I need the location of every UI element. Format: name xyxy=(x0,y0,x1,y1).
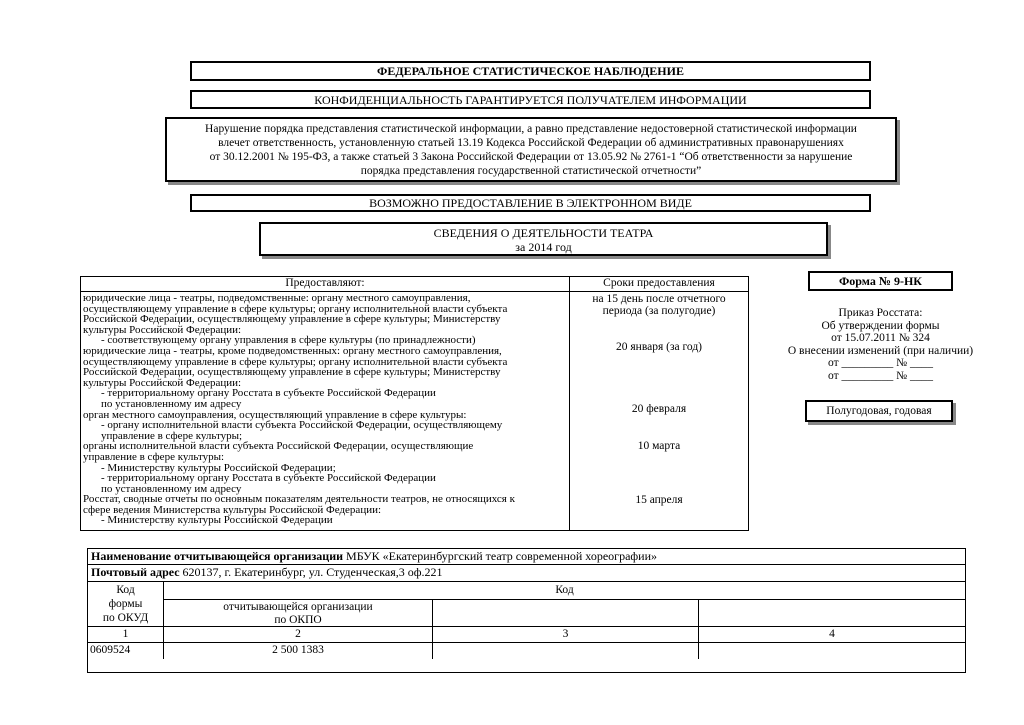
col-number-4: 4 xyxy=(699,627,965,643)
provider-line: - органу исполнительной власти субъекта Российской Федерации, осуществляющему xyxy=(101,419,503,432)
provider-line: - соответствующему органу управления в сфере культуры (по принадлежности) xyxy=(101,334,476,347)
warning-line: влечет ответственность, установленную статьей 13.19 Кодекса Российской Федерации об административных правонарушениях xyxy=(218,137,844,149)
term-line: периода (за полугодие) xyxy=(602,305,716,317)
provider-line: орган местного самоуправления, осуществляющий управление в сфере культуры: xyxy=(83,408,467,421)
okpo-header-line: отчитывающейся организации xyxy=(223,601,373,613)
terms-header: Сроки предоставления xyxy=(570,277,748,292)
order-line: Об утверждении формы xyxy=(821,319,940,332)
okud-header-line: Код xyxy=(116,584,135,596)
term-half-year xyxy=(570,293,748,317)
col4-header xyxy=(699,600,965,627)
warning-line: Нарушение порядка представления статистической информации, а равно представление недостоверной статистической информации xyxy=(205,123,857,135)
provider-line: Российской Федерации, осуществляющему управление в сфере культуры; Министерству xyxy=(83,313,501,326)
providers-list xyxy=(81,292,569,526)
terms-column xyxy=(570,277,748,530)
report-periodicity: Полугодовая, годовая xyxy=(805,400,953,422)
term-feb: 20 февраля xyxy=(631,403,687,415)
col-number-1: 1 xyxy=(88,627,164,643)
providers-table xyxy=(80,276,749,531)
okud-header-line: формы xyxy=(108,598,143,610)
provider-line: культуры Российской Федерации: xyxy=(83,376,242,389)
postal-address-row xyxy=(87,565,966,582)
organization-table xyxy=(87,548,966,673)
form-number: Форма № 9-НК xyxy=(808,271,953,291)
provider-line: юридические лица - театры, кроме подведомственных: органу местного самоуправления, xyxy=(83,344,502,357)
order-info xyxy=(768,307,993,382)
provider-line: - территориальному органу Росстата в субъекте Российской Федерации xyxy=(101,472,436,485)
okpo-code-value: 2 500 1383 xyxy=(164,643,433,659)
okpo-header xyxy=(164,600,433,627)
provider-line: управление в сфере культуры: xyxy=(83,450,225,463)
provider-line: Росстат, сводные отчеты по основным показателям деятельности театров, не относящихся к xyxy=(83,493,515,506)
provider-line: сфере ведения Министерства культуры Российской Федерации: xyxy=(83,503,382,516)
order-line: О внесении изменений (при наличии) xyxy=(787,344,974,357)
okpo-header-line: по ОКПО xyxy=(274,614,322,626)
order-line: от _________ № ____ xyxy=(828,369,933,382)
term-mar: 10 марта xyxy=(637,440,681,452)
provider-line: осуществляющему управление в сфере культуры; органу исполнительной власти субъекта xyxy=(83,302,508,315)
electronic-submission-notice: ВОЗМОЖНО ПРЕДОСТАВЛЕНИЕ В ЭЛЕКТРОННОМ ВИДЕ xyxy=(190,194,871,212)
report-year: за 2014 год xyxy=(515,240,572,254)
term-line: на 15 день после отчетного xyxy=(592,293,726,305)
col-number-3: 3 xyxy=(433,627,699,643)
organization-name-label: Наименование отчитывающейся организации xyxy=(91,549,344,563)
order-line: от 15.07.2011 № 324 xyxy=(831,332,930,344)
providers-column xyxy=(81,277,570,530)
codes-grid xyxy=(87,582,966,673)
col3-value xyxy=(433,643,699,659)
organization-name-value: МБУК «Екатеринбургский театр современной хореографии» xyxy=(343,549,658,563)
providers-header: Предоставляют: xyxy=(81,277,569,292)
provider-line: осуществляющему управление в сфере культуры; органу исполнительной власти субъекта xyxy=(83,355,508,368)
survey-title: ФЕДЕРАЛЬНОЕ СТАТИСТИЧЕСКОЕ НАБЛЮДЕНИЕ xyxy=(190,61,871,81)
col4-value xyxy=(699,643,965,659)
provider-line: - Министерству культуры Российской Федерации xyxy=(101,514,333,527)
provider-line: юридические лица - театры, подведомственные: органу местного самоуправления, xyxy=(83,292,471,304)
provider-line: Российской Федерации, осуществляющему управление в сфере культуры; Министерству xyxy=(83,366,501,379)
provider-line: органы исполнительной власти субъекта Российской Федерации, осуществляющие xyxy=(83,440,474,453)
provider-line: - Министерству культуры Российской Федерации; xyxy=(101,461,336,474)
postal-address-label: Почтовый адрес xyxy=(91,565,180,579)
confidentiality-notice: КОНФИДЕНЦИАЛЬНОСТЬ ГАРАНТИРУЕТСЯ ПОЛУЧАТЕЛЕМ ИНФОРМАЦИИ xyxy=(190,90,871,109)
term-apr: 15 апреля xyxy=(635,494,683,506)
provider-line: - территориальному органу Росстата в субъекте Российской Федерации xyxy=(101,387,436,400)
code-header: Код xyxy=(164,582,965,600)
warning-line: порядка представления государственной статистической отчетности” xyxy=(360,165,702,177)
col-number-2: 2 xyxy=(164,627,433,643)
report-title-box xyxy=(259,222,828,256)
provider-line: по установленному им адресу xyxy=(101,482,242,495)
term-jan: 20 января (за год) xyxy=(616,341,702,353)
okud-header-line: по ОКУД xyxy=(102,612,149,624)
order-line: Приказ Росстата: xyxy=(838,307,923,319)
provider-line: по установленному им адресу xyxy=(101,397,242,410)
provider-line: управление в сфере культуры; xyxy=(101,429,243,442)
okud-code-value: 0609524 xyxy=(88,643,164,659)
warning-line: от 30.12.2001 № 195-ФЗ, а также статьей 3 Закона Российской Федерации от 13.05.92 № 2761-1 “Об ответственности за нарушение xyxy=(209,151,853,163)
organization-name-row xyxy=(87,548,966,565)
report-title: СВЕДЕНИЯ О ДЕЯТЕЛЬНОСТИ ТЕАТРА xyxy=(433,226,654,240)
postal-address-value: 620137, г. Екатеринбург, ул. Студенческая,3 оф.221 xyxy=(179,565,443,579)
liability-warning xyxy=(165,117,897,182)
col3-header xyxy=(433,600,699,627)
okud-header xyxy=(88,582,164,627)
provider-line: культуры Российской Федерации: xyxy=(83,323,242,336)
order-line: от _________ № ____ xyxy=(828,357,933,369)
